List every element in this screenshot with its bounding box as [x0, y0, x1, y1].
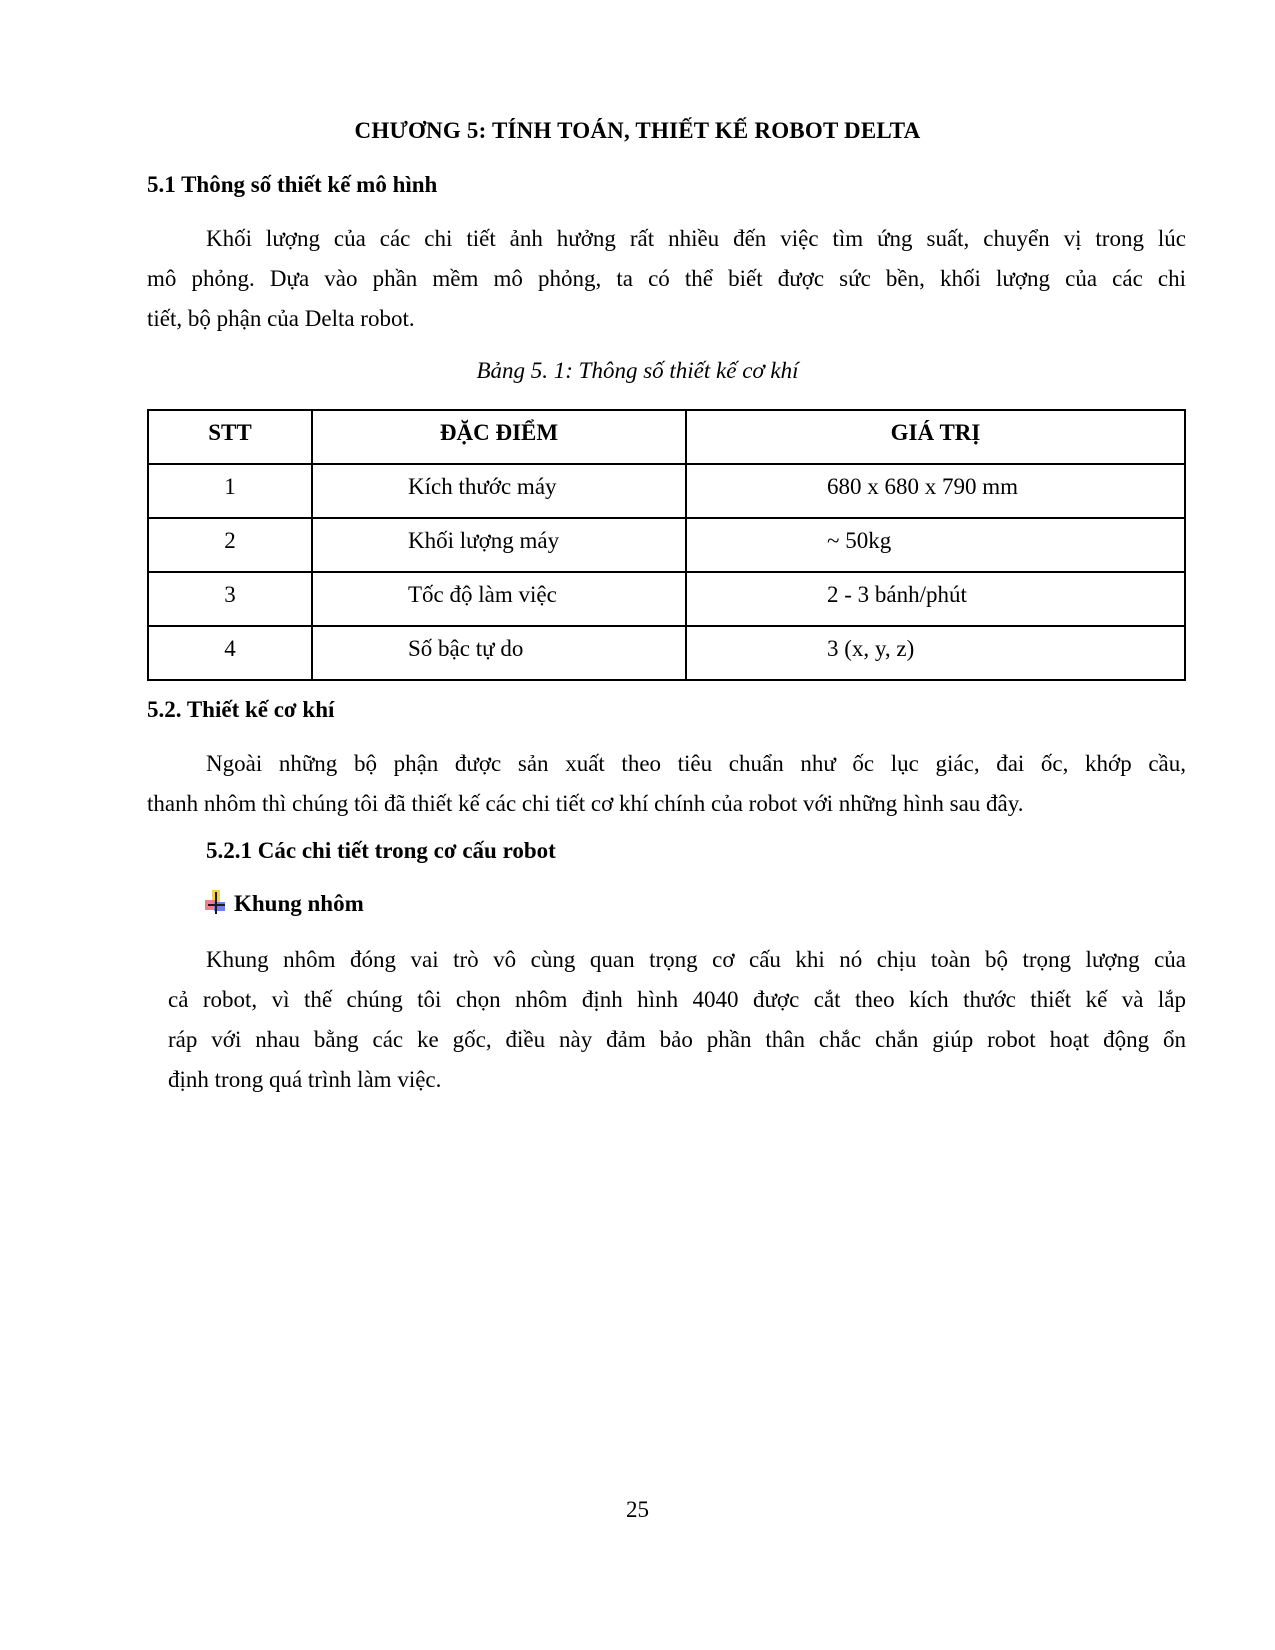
paragraph-line: tiết, bộ phận của Delta robot.: [147, 306, 415, 331]
page-number: 25: [626, 1497, 649, 1522]
cell-feature: Tốc độ làm việc: [312, 572, 686, 626]
section-5-1-paragraph: [147, 219, 1186, 339]
cell-stt: 4: [148, 626, 312, 680]
cell-feature: Số bậc tự do: [312, 626, 686, 680]
paragraph-line: mô phỏng. Dựa vào phần mềm mô phỏng, ta có thể biết được sức bền, khối lượng của các chi: [147, 266, 1186, 291]
cell-stt: 2: [148, 518, 312, 572]
multicolor-cross-bullet-icon: [205, 890, 227, 914]
paragraph-line: Khung nhôm đóng vai trò vô cùng quan trọng cơ cấu khi nó chịu toàn bộ trọng lượng của: [206, 947, 1186, 972]
table-row: [148, 626, 1185, 680]
table-row: [148, 464, 1185, 518]
paragraph-line: ráp với nhau bằng các ke gốc, điều này đảm bảo phần thân chắc chắn giúp robot hoạt động ổn: [168, 1027, 1186, 1052]
header-value: GIÁ TRỊ: [686, 410, 1185, 464]
section-5-1-heading: 5.1 Thông số thiết kế mô hình: [147, 172, 438, 197]
bullet-label: Khung nhôm: [234, 891, 364, 916]
table-row: [148, 518, 1185, 572]
cell-stt: 1: [148, 464, 312, 518]
header-feature: ĐẶC ĐIỂM: [312, 410, 686, 464]
table-header-row: [148, 410, 1185, 464]
section-5-2-1-heading: 5.2.1 Các chi tiết trong cơ cấu robot: [206, 838, 556, 863]
table-row: [148, 572, 1185, 626]
cell-value: 680 x 680 x 790 mm: [686, 464, 1185, 518]
cell-value: 3 (x, y, z): [686, 626, 1185, 680]
cell-stt: 3: [148, 572, 312, 626]
header-stt: STT: [148, 410, 312, 464]
cell-value: ~ 50kg: [686, 518, 1185, 572]
section-5-2-heading: 5.2. Thiết kế cơ khí: [147, 697, 335, 722]
paragraph-line: định trong quá trình làm việc.: [168, 1067, 442, 1092]
aluminum-frame-paragraph: [168, 940, 1186, 1100]
design-spec-table: [147, 409, 1186, 681]
paragraph-line: cả robot, vì thế chúng tôi chọn nhôm định hình 4040 được cắt theo kích thước thiết kế và lắp: [168, 987, 1186, 1012]
table-caption: Bảng 5. 1: Thông số thiết kế cơ khí: [476, 358, 799, 383]
chapter-title: CHƯƠNG 5: TÍNH TOÁN, THIẾT KẾ ROBOT DELTA: [354, 118, 921, 143]
paragraph-line: thanh nhôm thì chúng tôi đã thiết kế các chi tiết cơ khí chính của robot với những hình sau đây.: [147, 791, 1024, 816]
section-5-2-paragraph: [147, 744, 1186, 824]
cell-value: 2 - 3 bánh/phút: [686, 572, 1185, 626]
paragraph-line: Ngoài những bộ phận được sản xuất theo tiêu chuẩn như ốc lục giác, đai ốc, khớp cầu,: [206, 751, 1186, 776]
paragraph-line: Khối lượng của các chi tiết ảnh hưởng rất nhiều đến việc tìm ứng suất, chuyển vị trong lúc: [206, 226, 1186, 251]
bullet-heading-aluminum-frame: [205, 890, 364, 917]
cell-feature: Khối lượng máy: [312, 518, 686, 572]
cell-feature: Kích thước máy: [312, 464, 686, 518]
